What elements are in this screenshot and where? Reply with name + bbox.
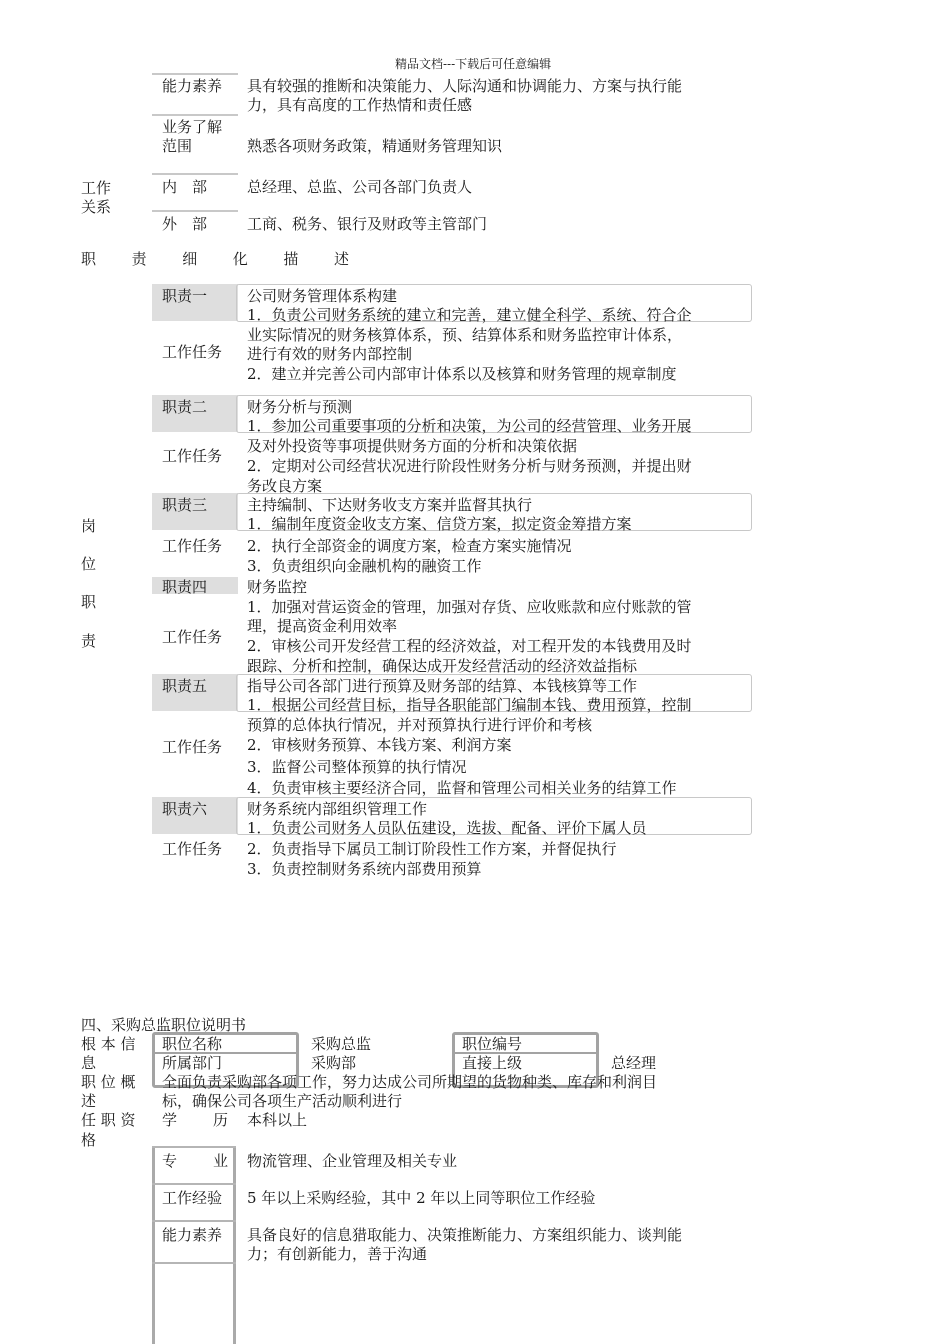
duty-6-title: 财务系统内部组织管理工作	[247, 800, 428, 818]
ability-line-s4: 具备良好的信息猎取能力、决策推断能力、方案组织能力、谈判能	[247, 1226, 683, 1244]
duty-6-line: 1．负责公司财务人员队伍建设，选拔、配备、评价下属人员	[247, 819, 647, 837]
section-title: 四、采购总监职位说明书	[81, 1016, 247, 1034]
label-char: 历	[212, 1111, 228, 1129]
duty-2-line: 务改良方案	[247, 477, 323, 495]
qualification-label-1: 任 职 资	[81, 1111, 136, 1129]
heading-char: 细	[182, 250, 198, 268]
duty-2-line: 及对外投资等事项提供财务方面的分析和决策依据	[247, 437, 578, 455]
duty-1-title: 公司财务管理体系构建	[247, 287, 398, 305]
duty-5-line: 4．负责审核主要经济合同，监督和管理公司相关业务的结算工作	[247, 779, 677, 797]
overview-line: 全面负责采购部各项工作，努力达成公司所期望的货物种类、库存和利润目	[162, 1073, 658, 1091]
duty-6-line: 2．负责指导下属员工制订阶段性工作方案，并督促执行	[247, 840, 617, 858]
duty-3-task-label: 工作任务	[162, 537, 223, 555]
duty-3-line: 1．编制年度资金收支方案、信贷方案，拟定资金筹措方案	[247, 515, 632, 533]
duty-2-line: 1．参加公司重要事项的分析和决策，为公司的经营管理、业务开展	[247, 417, 692, 435]
duty-2-title: 财务分析与预测	[247, 398, 353, 416]
duties-detail-heading	[81, 249, 349, 269]
duty-4-line: 1．加强对营运资金的管理，加强对存货、应收账款和应付账款的管	[247, 598, 692, 616]
duty-5-line: 1．根据公司经营目标，指导各职能部门编制本钱、费用预算，控制	[247, 696, 692, 714]
external-label: 外 部	[162, 215, 208, 233]
divider	[152, 210, 238, 212]
duty-1-label: 职责一	[162, 287, 208, 305]
department-label: 所属部门	[162, 1054, 223, 1072]
superior-value: 总经理	[611, 1054, 657, 1072]
education-value: 本科以上	[247, 1111, 308, 1129]
duty-4-line: 2．审核公司开发经营工程的经济效益，对工程开发的本钱费用及时	[247, 637, 692, 655]
duty-2-line: 2．定期对公司经营状况进行阶段性财务分析与财务预测，并提出财	[247, 457, 692, 475]
duty-1-line: 进行有效的财务内部控制	[247, 345, 413, 363]
overview-line: 标，确保公司各项生产活动顺利进行	[162, 1092, 403, 1110]
qualification-label-2: 格	[81, 1131, 97, 1149]
heading-char: 描	[283, 250, 299, 268]
overview-label-2: 述	[81, 1092, 97, 1110]
duty-1-line: 业实际情况的财务核算体系，预、结算体系和财务监控审计体系，	[247, 326, 683, 344]
work-relations-label-2: 关系	[81, 198, 112, 216]
major-label	[162, 1151, 228, 1171]
duty-3-line: 3．负责组织向金融机构的融资工作	[247, 557, 482, 575]
duty-4-line: 跟踪、分析和控制，确保达成开发经营活动的经济效益指标	[247, 657, 638, 675]
divider	[152, 1262, 236, 1264]
duty-5-title: 指导公司各部门进行预算及财务部的结算、本钱核算等工作	[247, 677, 638, 695]
page-header: 精品文档---下载后可任意编辑	[395, 57, 552, 71]
business-scope-text: 熟悉各项财务政策，精通财务管理知识	[247, 137, 503, 155]
internal-label: 内 部	[162, 178, 208, 196]
duty-1-line: 1．负责公司财务系统的建立和完善，建立健全科学、系统、符合企	[247, 306, 692, 324]
position-no-label: 职位编号	[462, 1035, 523, 1053]
divider	[152, 114, 238, 116]
ability-line-2: 力，具有高度的工作热情和责任感	[247, 96, 473, 114]
ability-label: 能力素养	[162, 77, 223, 95]
post-duties-label-1: 岗	[81, 517, 97, 535]
duty-4-label: 职责四	[162, 578, 208, 596]
basic-info-label-2: 息	[81, 1054, 97, 1072]
duty-5-label: 职责五	[162, 677, 208, 695]
duty-6-task-label: 工作任务	[162, 840, 223, 858]
education-label	[162, 1110, 228, 1130]
superior-label: 直接上级	[462, 1054, 523, 1072]
label-char: 学	[162, 1111, 178, 1129]
heading-char: 职	[81, 250, 97, 268]
duty-1-task-label: 工作任务	[162, 343, 223, 361]
duty-4-title: 财务监控	[247, 578, 308, 596]
duty-6-line: 3．负责控制财务系统内部费用预算	[247, 860, 482, 878]
work-relations-label-1: 工作	[81, 179, 112, 197]
duty-1-line: 2．建立并完善公司内部审计体系以及核算和财务管理的规章制度	[247, 365, 677, 383]
business-scope-label-1: 业务了解	[162, 118, 223, 136]
duty-3-title: 主持编制、下达财务收支方案并监督其执行	[247, 496, 533, 514]
duty-2-task-label: 工作任务	[162, 447, 223, 465]
label-char: 业	[212, 1152, 228, 1170]
heading-char: 化	[232, 250, 248, 268]
post-duties-label-2: 位	[81, 555, 97, 573]
table-border	[233, 1146, 236, 1344]
duty-3-label: 职责三	[162, 496, 208, 514]
duty-5-line: 预算的总体执行情况，并对预算执行进行评价和考核	[247, 716, 593, 734]
department-value: 采购部	[311, 1054, 357, 1072]
duty-5-task-label: 工作任务	[162, 738, 223, 756]
divider	[152, 73, 238, 75]
duty-4-task-label: 工作任务	[162, 628, 223, 646]
divider	[152, 1220, 236, 1222]
duty-2-label: 职责二	[162, 398, 208, 416]
business-scope-label-2: 范围	[162, 137, 193, 155]
heading-char: 述	[333, 250, 349, 268]
duty-4-line: 理，提高资金利用效率	[247, 617, 398, 635]
post-duties-label-4: 责	[81, 632, 97, 650]
divider	[152, 1183, 236, 1185]
ability-line-1: 具有较强的推断和决策能力、人际沟通和协调能力、方案与执行能	[247, 77, 683, 95]
overview-label-1: 职 位 概	[81, 1073, 136, 1091]
table-border	[152, 1146, 155, 1344]
basic-info-label-1: 根 本 信	[81, 1035, 136, 1053]
duty-5-line: 2．审核财务预算、本钱方案、利润方案	[247, 736, 512, 754]
ability-label-s4: 能力素养	[162, 1226, 223, 1244]
duty-6-label: 职责六	[162, 800, 208, 818]
duty-3-line: 2．执行全部资金的调度方案，检查方案实施情况	[247, 537, 572, 555]
divider	[152, 173, 238, 175]
post-duties-label-3: 职	[81, 593, 97, 611]
position-name-value: 采购总监	[311, 1035, 372, 1053]
label-char: 专	[162, 1152, 178, 1170]
heading-char: 责	[131, 250, 147, 268]
divider	[152, 1146, 236, 1148]
experience-label: 工作经验	[162, 1189, 223, 1207]
position-name-label: 职位名称	[162, 1035, 223, 1053]
duty-5-line: 3．监督公司整体预算的执行情况	[247, 758, 467, 776]
major-value: 物流管理、企业管理及相关专业	[247, 1152, 458, 1170]
ability-line-s4: 力；有创新能力，善于沟通	[247, 1245, 428, 1263]
experience-value: 5 年以上采购经验，其中 2 年以上同等职位工作经验	[247, 1189, 596, 1207]
internal-text: 总经理、总监、公司各部门负责人	[247, 178, 473, 196]
external-text: 工商、税务、银行及财政等主管部门	[247, 215, 488, 233]
